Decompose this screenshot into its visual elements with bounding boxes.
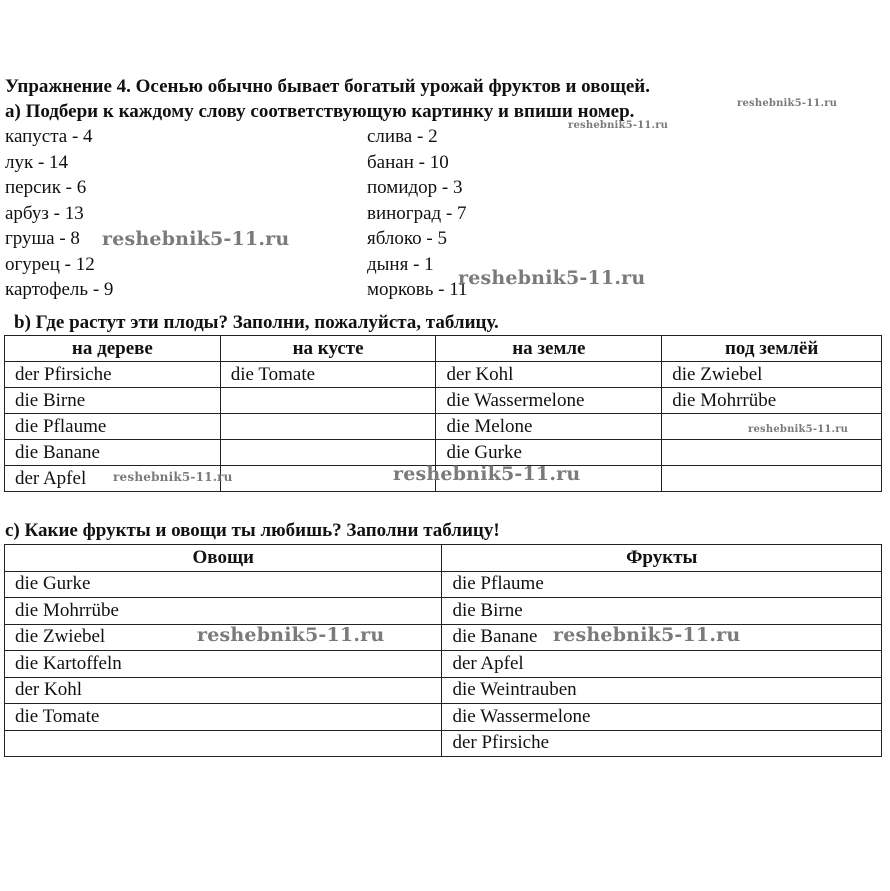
table-cell (662, 466, 882, 492)
column-header: на кусте (220, 336, 436, 362)
part-c-table (4, 544, 882, 757)
list-item: картофель - 9 (5, 279, 114, 300)
column-header: под землёй (662, 336, 882, 362)
table-row (5, 571, 882, 598)
table-row (5, 598, 882, 625)
table-cell (220, 388, 436, 414)
watermark: reshebnik5-11.ru (197, 624, 385, 646)
table-cell: die Birne (442, 598, 882, 625)
watermark: reshebnik5-11.ru (748, 424, 849, 435)
table-row (5, 362, 882, 388)
list-item: арбуз - 13 (5, 202, 84, 224)
exercise-title: Упражнение 4. Осенью обычно бывает богатый урожай фруктов и овощей. (5, 76, 651, 97)
table-cell: die Weintrauben (442, 677, 882, 704)
table-cell: der Apfel (5, 466, 221, 492)
table-cell (220, 440, 436, 466)
table-cell: die Pflaume (442, 571, 882, 598)
watermark: reshebnik5-11.ru (102, 228, 290, 250)
column-header: на земле (436, 336, 662, 362)
table-cell: die Wassermelone (442, 704, 882, 731)
list-item: груша - 8 (5, 228, 80, 249)
table-cell: die Tomate (220, 362, 436, 388)
table-cell: die Mohrrübe (662, 388, 882, 414)
list-item: помидор - 3 (367, 177, 463, 198)
table-cell: die Mohrrübe (5, 598, 442, 625)
watermark: reshebnik5-11.ru (113, 470, 233, 484)
table-row (5, 704, 882, 731)
column-header: на дереве (5, 336, 221, 362)
list-item: морковь - 11 (367, 279, 468, 300)
list-item: виноград - 7 (367, 202, 467, 224)
list-item: огурец - 12 (5, 253, 95, 275)
table-cell: die Melone (436, 414, 662, 440)
watermark: reshebnik5-11.ru (553, 624, 741, 646)
watermark: reshebnik5-11.ru (737, 98, 838, 109)
table-cell: der Apfel (442, 651, 882, 678)
list-item: персик - 6 (5, 177, 87, 198)
table-cell (662, 440, 882, 466)
table-cell: die Zwiebel (662, 362, 882, 388)
table-cell: die Kartoffeln (5, 651, 442, 678)
list-item: дыня - 1 (367, 253, 434, 275)
table-cell: die Pflaume (5, 414, 221, 440)
table-row (5, 440, 882, 466)
part-a-left-list (5, 124, 113, 303)
list-item: банан - 10 (367, 151, 449, 173)
table-cell: die Zwiebel (5, 624, 442, 651)
table-cell: die Gurke (5, 571, 442, 598)
table-cell: die Gurke (436, 440, 662, 466)
list-item: слива - 2 (367, 126, 438, 147)
table-cell: die Tomate (5, 704, 442, 731)
part-a-heading: а) Подбери к каждому слову соответствующую картинку и впиши номер. (5, 101, 635, 122)
table-cell: der Pfirsiche (442, 730, 882, 757)
table-cell: die Banane (442, 624, 882, 651)
table-cell: die Banane (5, 440, 221, 466)
column-header: Овощи (5, 545, 442, 572)
part-a-right-list (367, 124, 468, 303)
part-b-heading: b) Где растут эти плоды? Заполни, пожалуйста, таблицу. (14, 312, 499, 333)
table-row (5, 624, 882, 651)
list-item: капуста - 4 (5, 126, 93, 147)
watermark: reshebnik5-11.ru (458, 267, 646, 289)
watermark: reshebnik5-11.ru (568, 120, 669, 131)
table-row (5, 388, 882, 414)
part-c-heading: c) Какие фрукты и овощи ты любишь? Заполни таблицу! (5, 520, 500, 541)
table-cell: der Kohl (436, 362, 662, 388)
list-item: яблоко - 5 (367, 228, 448, 249)
table-cell (220, 414, 436, 440)
table-cell: der Kohl (5, 677, 442, 704)
list-item: лук - 14 (5, 151, 69, 173)
column-header: Фрукты (442, 545, 882, 572)
table-cell: der Pfirsiche (5, 362, 221, 388)
table-row (5, 651, 882, 678)
table-header-row (5, 336, 882, 362)
table-row (5, 730, 882, 757)
table-cell (5, 730, 442, 757)
table-row (5, 677, 882, 704)
table-cell: die Birne (5, 388, 221, 414)
table-cell: die Wassermelone (436, 388, 662, 414)
table-header-row (5, 545, 882, 572)
watermark: reshebnik5-11.ru (393, 463, 581, 485)
